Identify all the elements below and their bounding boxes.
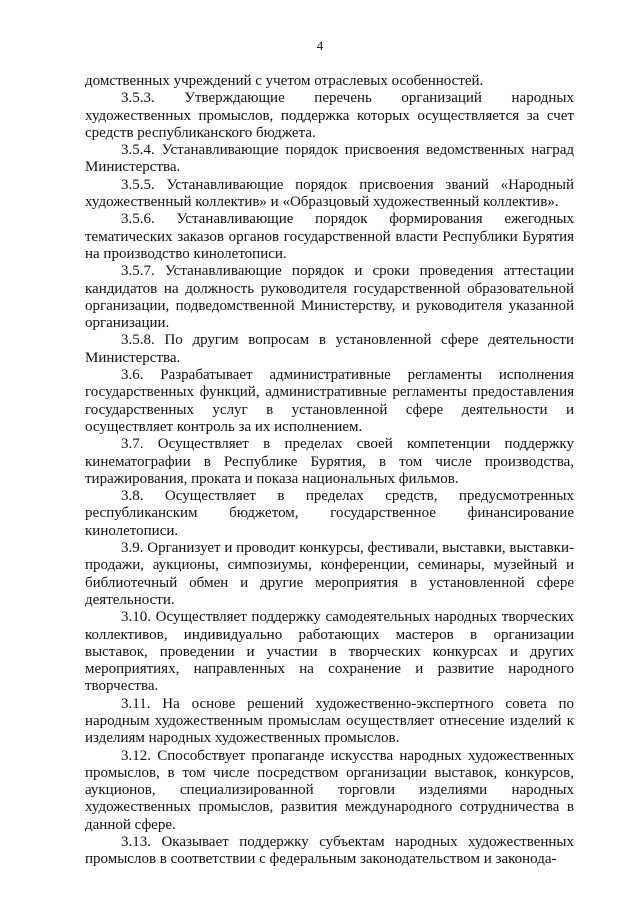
paragraph-3-8: 3.8. Осуществляет в пределах средств, предусмотренных республиканским бюджетом, государственное финансирование кинолетописи. <box>85 488 574 539</box>
paragraph-3-12: 3.12. Способствует пропаганде искусства народных художественных промыслов, в том числе посредством организации выставок, конкурсов, аукционов, специализированной торговли изделиями народных художественных промыслов, развития международного сотрудничества в данной сфере. <box>85 747 574 833</box>
paragraph-3-5-5: 3.5.5. Устанавливающие порядок присвоения званий «Народный художественный коллектив» и «Образцовый художественный коллектив». <box>85 176 574 211</box>
paragraph-3-5-7: 3.5.7. Устанавливающие порядок и сроки проведения аттестации кандидатов на должность руководителя государственной образовательной организации, подведомственной Министерству, и руководителя указанной организации. <box>85 263 574 332</box>
paragraph-3-5-4: 3.5.4. Устанавливающие порядок присвоения ведомственных наград Министерства. <box>85 142 574 176</box>
paragraph-3-5-6: 3.5.6. Устанавливающие порядок формирования ежегодных тематических заказов органов государственной власти Республики Бурятия на производство кинолетописи. <box>85 211 574 262</box>
paragraph-3-5-8: 3.5.8. По другим вопросам в установленной сфере деятельности Министерства. <box>85 332 574 366</box>
paragraph-3-6: 3.6. Разрабатывает административные регламенты исполнения государственных функций, административные регламенты предоставления государственных услуг в установленной сфере деятельности и осуществляет контроль за их исполнением. <box>85 367 574 435</box>
paragraph-3-7: 3.7. Осуществляет в пределах своей компетенции поддержку кинематографии в Республике Бурятия, в том числе производства, тиражирования, проката и показа национальных фильмов. <box>85 436 574 487</box>
paragraph-3-11: 3.11. На основе решений художественно-экспертного совета по народным художественным промыслам осуществляет отнесение изделий к изделиям народных художественных промыслов. <box>85 695 574 747</box>
paragraph-continuation: домственных учреждений с учетом отраслевых особенностей. <box>85 73 484 89</box>
paragraph-3-13: 3.13. Оказывает поддержку субъектам народных художественных промыслов в соответствии с федеральным законодательством и законода- <box>85 834 574 868</box>
paragraph-3-10: 3.10. Осуществляет поддержку самодеятельных народных творческих коллективов, индивидуально работающих мастеров в организации выставок, проведении и участии в творческих конкурсах и других мероприятиях, направленных на сохранение и развитие народного творчества. <box>85 609 574 695</box>
document-body <box>85 73 574 869</box>
paragraph-3-9: 3.9. Организует и проводит конкурсы, фестивали, выставки, выставки-продажи, аукционы, симпозиумы, конференции, семинары, музейный и библиотечный обмен и другие мероприятия в установленной сфере деятельности. <box>85 540 574 608</box>
page-number: 4 <box>316 38 324 53</box>
paragraph-3-5-3: 3.5.3. Утверждающие перечень организаций народных художественных промыслов, поддержка которых осуществляется за счет средств республиканского бюджета. <box>85 90 574 141</box>
